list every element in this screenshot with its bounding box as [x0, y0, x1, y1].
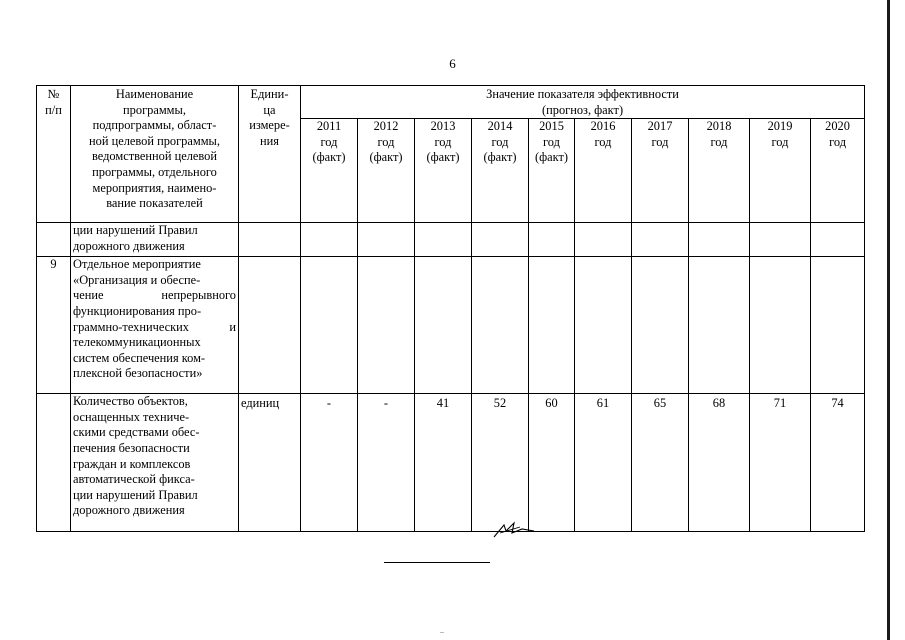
table-row	[37, 394, 865, 532]
year-header-2017: 2017 год	[632, 119, 689, 223]
value-cell: 74	[811, 394, 865, 532]
value-cell	[415, 223, 472, 257]
value-cell	[689, 257, 750, 394]
value-cell	[529, 223, 575, 257]
value-cell: 60	[529, 394, 575, 532]
scan-dot	[440, 632, 444, 633]
row-unit: единиц	[239, 394, 301, 532]
value-cell	[811, 257, 865, 394]
value-cell	[575, 257, 632, 394]
value-cell	[358, 257, 415, 394]
row-name: Количество объектов, оснащенных техниче- скими средствами обес- печения безопасности граждан и комплексов автоматической фикса- ции нарушений Правил дорожного движения	[71, 394, 239, 532]
value-cell	[811, 223, 865, 257]
value-cell	[575, 223, 632, 257]
value-cell	[415, 257, 472, 394]
table-row	[37, 257, 865, 394]
year-header-2011: 2011 год (факт)	[301, 119, 358, 223]
table-row	[37, 223, 865, 257]
value-cell: 65	[632, 394, 689, 532]
year-header-2015: 2015 год (факт)	[529, 119, 575, 223]
value-cell: -	[358, 394, 415, 532]
scan-edge	[887, 0, 890, 640]
value-cell	[750, 223, 811, 257]
value-cell	[750, 257, 811, 394]
value-cell: 71	[750, 394, 811, 532]
value-cell	[689, 223, 750, 257]
row-name: ции нарушений Правил дорожного движения	[71, 223, 239, 257]
page-number: 6	[449, 56, 456, 71]
indicators-table	[36, 85, 865, 532]
value-cell	[472, 257, 529, 394]
year-header-2016: 2016 год	[575, 119, 632, 223]
row-number	[37, 394, 71, 532]
value-cell	[632, 223, 689, 257]
row-unit	[239, 223, 301, 257]
signature-mark	[492, 517, 536, 539]
year-header-2013: 2013 год (факт)	[415, 119, 472, 223]
value-cell	[529, 257, 575, 394]
row-number	[37, 223, 71, 257]
value-cell: 41	[415, 394, 472, 532]
values-group-header: Значение показателя эффективности (прогноз, факт)	[301, 86, 865, 119]
value-cell	[301, 223, 358, 257]
year-header-2014: 2014 год (факт)	[472, 119, 529, 223]
row-number: 9	[37, 257, 71, 394]
year-header-2020: 2020 год	[811, 119, 865, 223]
value-cell	[358, 223, 415, 257]
year-header-2018: 2018 год	[689, 119, 750, 223]
value-cell: 61	[575, 394, 632, 532]
row-name: Отдельное мероприятие «Организация и обеспе- чение непрерывного функционирования про- граммно-технических и телекоммуникационных систем обеспечения ком- плексной безопасности»	[71, 257, 239, 394]
header-row-1	[37, 86, 865, 119]
year-header-2019: 2019 год	[750, 119, 811, 223]
end-rule	[384, 562, 490, 563]
value-cell	[472, 223, 529, 257]
year-header-2012: 2012 год (факт)	[358, 119, 415, 223]
col-name-header: Наименование программы, подпрограммы, област- ной целевой программы, ведомственной целевой программы, отдельного мероприятия, наимено- вание показателей	[71, 86, 239, 223]
value-cell: 68	[689, 394, 750, 532]
value-cell	[301, 257, 358, 394]
row-unit	[239, 257, 301, 394]
value-cell: -	[301, 394, 358, 532]
col-unit-header: Едини- ца измере- ния	[239, 86, 301, 223]
value-cell	[632, 257, 689, 394]
value-cell: 52	[472, 394, 529, 532]
col-no-header: № п/п	[37, 86, 71, 223]
